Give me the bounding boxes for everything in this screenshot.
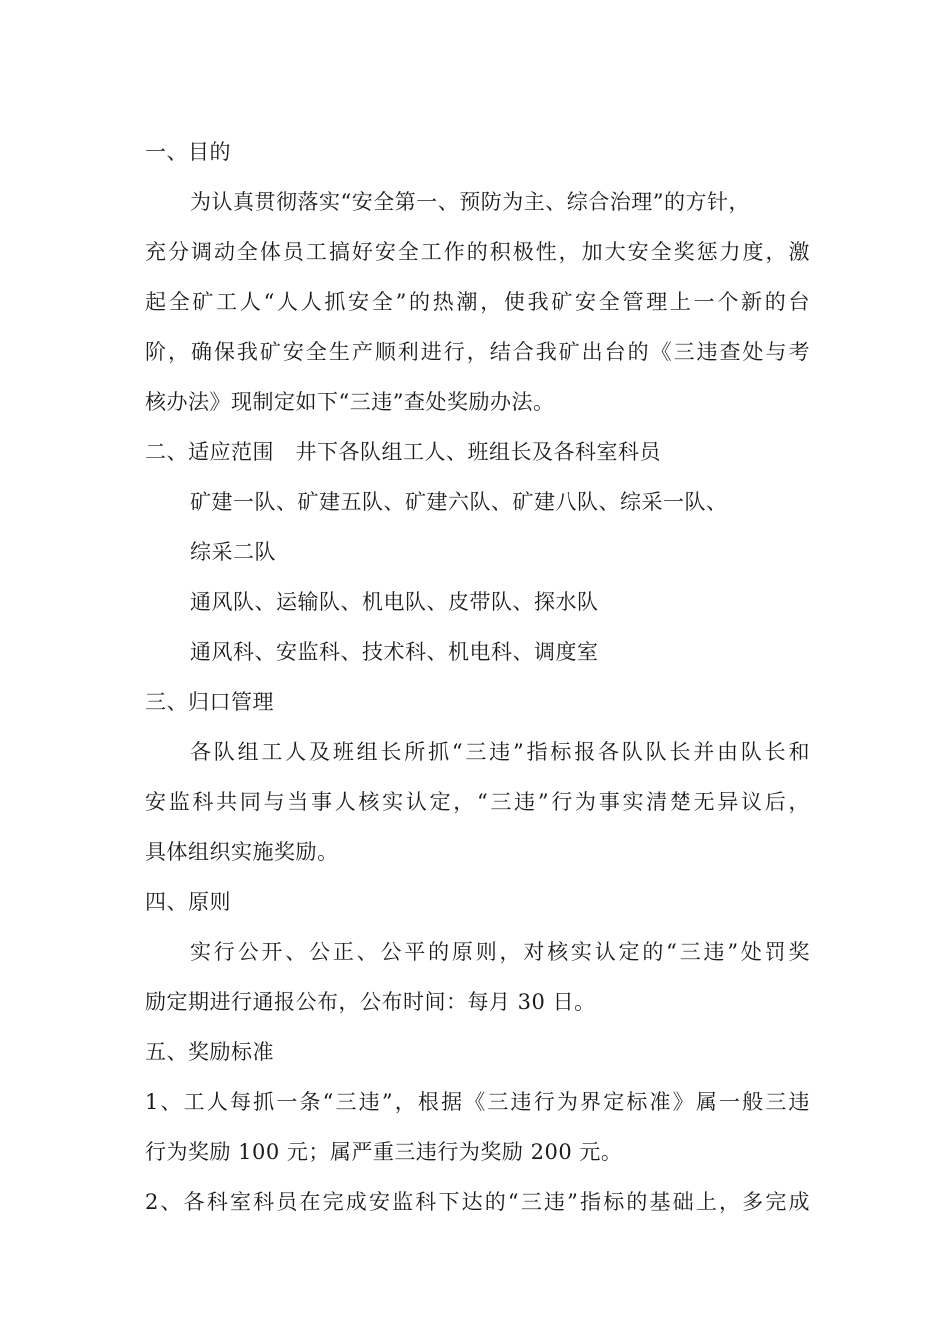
document-body: [145, 127, 810, 1227]
scope-list-line: 通风队、运输队、机电队、皮带队、探水队: [190, 590, 599, 614]
paragraph-line: 核办法》现制定如下“三违”查处奖励办法。: [145, 390, 555, 414]
paragraph-line: 1、工人每抓一条“三违”，根据《三违行为界定标准》属一般三违: [145, 1090, 810, 1114]
paragraph-line: 行为奖励 100 元；属严重三违行为奖励 200 元。: [145, 1140, 623, 1164]
section-heading-principle: 四、原则: [145, 890, 231, 914]
paragraph-line: 起全矿工人“人人抓安全”的热潮，使我矿安全管理上一个新的台: [145, 290, 810, 314]
scope-list-line: 矿建一队、矿建五队、矿建六队、矿建八队、综采一队、: [190, 490, 728, 514]
paragraph-line: 阶，确保我矿安全生产顺利进行，结合我矿出台的《三违查处与考: [145, 340, 810, 364]
paragraph-line: 励定期进行通报公布，公布时间：每月 30 日。: [145, 990, 596, 1014]
section-heading-scope: 二、适应范围 井下各队组工人、班组长及各科室科员: [145, 440, 661, 464]
paragraph-line: 安监科共同与当事人核实认定，“三违”行为事实清楚无异议后，: [145, 790, 810, 814]
paragraph-line: 为认真贯彻落实“安全第一、预防为主、综合治理”的方针，: [190, 190, 750, 214]
scope-list-line: 通风科、安监科、技术科、机电科、调度室: [190, 640, 599, 664]
paragraph-line: 实行公开、公正、公平的原则，对核实认定的“三违”处罚奖: [190, 940, 810, 964]
paragraph-line: 2、各科室科员在完成安监科下达的“三违”指标的基础上，多完成: [145, 1190, 810, 1214]
paragraph-line: 具体组织实施奖励。: [145, 840, 339, 864]
section-heading-purpose: 一、目的: [145, 140, 231, 164]
paragraph-line: 各队组工人及班组长所抓“三违”指标报各队队长并由队长和: [190, 740, 810, 764]
section-heading-management: 三、归口管理: [145, 690, 274, 714]
scope-list-line: 综采二队: [190, 540, 276, 564]
paragraph-line: 充分调动全体员工搞好安全工作的积极性，加大安全奖惩力度，激: [145, 240, 810, 264]
section-heading-standard: 五、奖励标准: [145, 1040, 274, 1064]
